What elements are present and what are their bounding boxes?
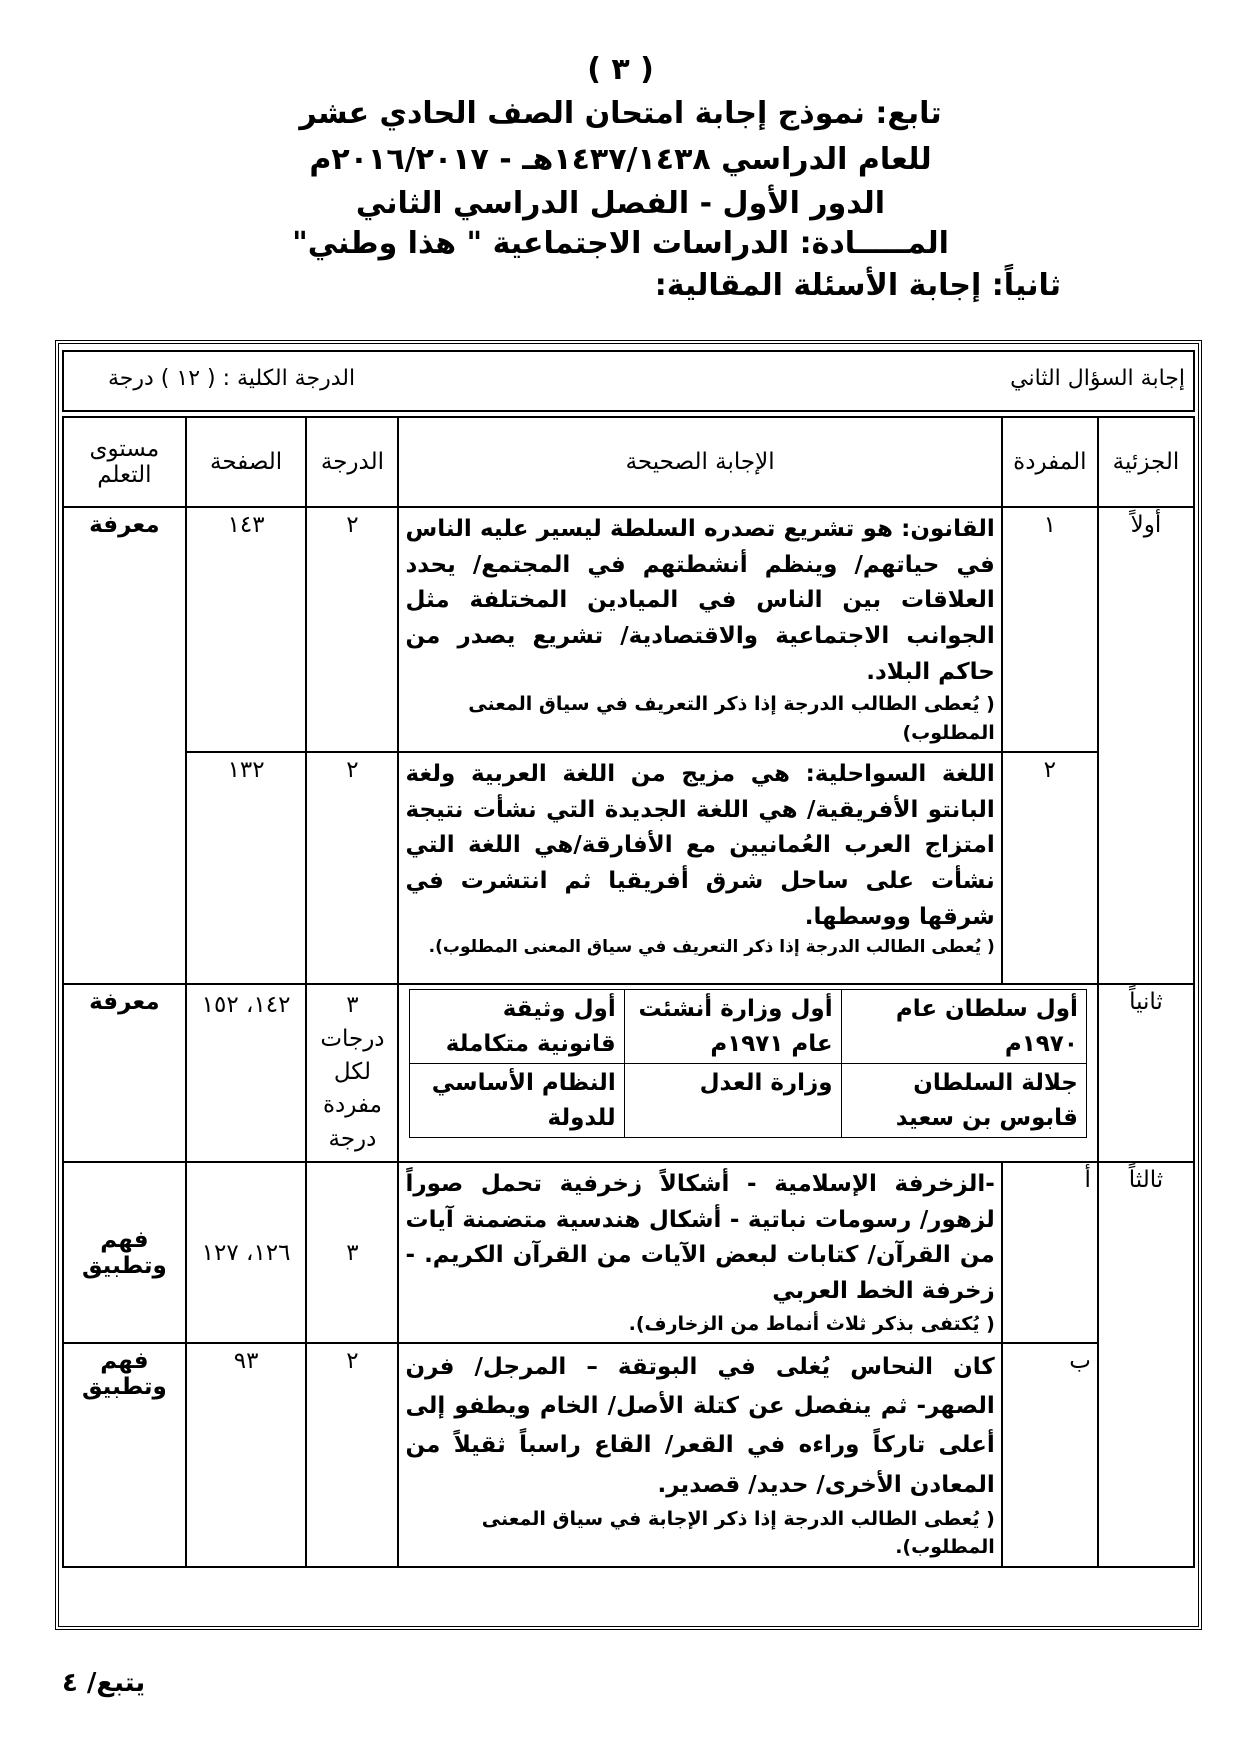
level-cell: معرفة	[63, 984, 186, 1162]
col-level: مستوى التعلم	[63, 417, 186, 507]
section-title: ثانياً: إجابة الأسئلة المقالية:	[654, 268, 1061, 303]
header-subject: المـــــادة: الدراسات الاجتماعية " هذا وطني"	[292, 226, 949, 261]
table-row	[63, 984, 1194, 1162]
fact-cell: وزارة العدل	[624, 1064, 841, 1138]
answer-text: -الزخرفة الإسلامية - أشكالاً زخرفية تحمل صوراً لزهور/ رسومات نباتية - أشكال هندسية متضمنة آيات من القرآن/ كتابات لبعض الآيات من القرآن الكريم. - زخرفة الخط العربي	[405, 1171, 995, 1305]
page-cell: ١٢٦، ١٢٧	[186, 1162, 307, 1343]
answer-note: ( يُكتفى بذكر ثلاث أنماط من الزخارف).	[628, 1312, 995, 1335]
table-row	[63, 1343, 1194, 1566]
page-cell: ١٣٢	[186, 752, 307, 984]
answer-text: القانون: هو تشريع تصدره السلطة ليسير عليه الناس في حياتهم/ وينظم أنشطتهم في المجتمع/ يحدد العلاقات بين الناس في الميادين المختلفة مثل الجوانب الاجتماعية والاقتصادية/ تشريع يصدر من حاكم البلاد.	[405, 516, 995, 685]
answer-cell	[398, 1162, 1001, 1343]
item-cell: أ	[1002, 1162, 1098, 1343]
grade-cell: ٢	[306, 752, 398, 984]
grade-cell: ٣ درجات لكل مفردة درجة	[306, 984, 398, 1162]
level-cell: معرفة	[63, 507, 186, 984]
col-part: الجزئية	[1098, 417, 1194, 507]
page-number: ( ٣ )	[587, 52, 654, 87]
grade-cell: ٢	[306, 1343, 398, 1566]
item-cell: ١	[1002, 507, 1098, 752]
answer-note: ( يُعطى الطالب الدرجة إذا ذكر الإجابة في سياق المعنى المطلوب).	[481, 1507, 995, 1559]
item-cell: ٢	[1002, 752, 1098, 984]
answer-note: ( يُعطى الطالب الدرجة إذا ذكر التعريف في سياق المعنى المطلوب).	[428, 937, 995, 958]
col-item: المفردة	[1002, 417, 1098, 507]
part-cell: ثانياً	[1098, 984, 1194, 1162]
fact-cell: أول وزارة أنشئت عام ١٩٧١م	[624, 990, 841, 1064]
page-cell: ٩٣	[186, 1343, 307, 1566]
answer-cell	[398, 984, 1097, 1162]
question-label: إجابة السؤال الثاني	[1010, 366, 1185, 391]
answer-note: ( يُعطى الطالب الدرجة إذا ذكر التعريف في سياق المعنى المطلوب)	[468, 693, 995, 744]
answer-cell	[398, 752, 1001, 984]
facts-row	[410, 1064, 1086, 1138]
page-cell: ١٤٣	[186, 507, 307, 752]
header-title: تابع: نموذج إجابة امتحان الصف الحادي عشر	[299, 96, 942, 131]
answer-cell	[398, 1343, 1001, 1566]
total-grade: الدرجة الكلية : ( ١٢ ) درجة	[108, 366, 356, 391]
fact-cell: أول سلطان عام ١٩٧٠م	[841, 990, 1086, 1064]
level-cell: فهم وتطبيق	[63, 1343, 186, 1566]
header-term: الدور الأول - الفصل الدراسي الثاني	[355, 186, 886, 221]
answer-cell	[398, 507, 1001, 752]
table-row	[63, 1162, 1194, 1343]
continue-footer: يتبع/ ٤	[62, 1668, 146, 1698]
page-cell: ١٤٢، ١٥٢	[186, 984, 307, 1162]
answer-text: كان النحاس يُغلى في البوتقة – المرجل/ فرن الصهر- ثم ينفصل عن كتلة الأصل/ الخام ويطفو إلى أعلى تاركاً وراءه في القعر/ القاع راسباً ثقيلاً من المعادن الأخرى/ حديد/ قصدير.	[405, 1354, 995, 1498]
fact-cell: أول وثيقة قانونية متكاملة	[410, 990, 624, 1064]
answer-text: اللغة السواحلية: هي مزيج من اللغة العربية ولغة البانتو الأفريقية/ هي اللغة الجديدة التي نشأت نتيجة امتزاج العرب العُمانيين مع الأفارقة/هي اللغة التي نشأت على ساحل شرق أفريقيا ثم انتشرت في شرقها ووسطها.	[405, 761, 995, 930]
table-row	[63, 507, 1194, 752]
answer-table	[62, 416, 1195, 1568]
level-cell: فهم وتطبيق	[63, 1162, 186, 1343]
col-page: الصفحة	[186, 417, 307, 507]
grade-cell: ٢	[306, 507, 398, 752]
fact-cell: النظام الأساسي للدولة	[410, 1064, 624, 1138]
header-year: للعام الدراسي ١٤٣٧/١٤٣٨هـ - ٢٠١٦/٢٠١٧م	[309, 142, 932, 177]
col-grade: الدرجة	[306, 417, 398, 507]
fact-cell: جلالة السلطان قابوس بن سعيد	[841, 1064, 1086, 1138]
part-cell: ثالثاً	[1098, 1162, 1194, 1566]
item-cell: ب	[1002, 1343, 1098, 1566]
table-header-row	[63, 417, 1194, 507]
table-row	[63, 752, 1194, 984]
first-facts-table	[409, 989, 1086, 1138]
grade-cell: ٣	[306, 1162, 398, 1343]
question-bar	[62, 350, 1195, 412]
col-answer: الإجابة الصحيحة	[398, 417, 1001, 507]
part-cell: أولاً	[1098, 507, 1194, 984]
facts-row	[410, 990, 1086, 1064]
